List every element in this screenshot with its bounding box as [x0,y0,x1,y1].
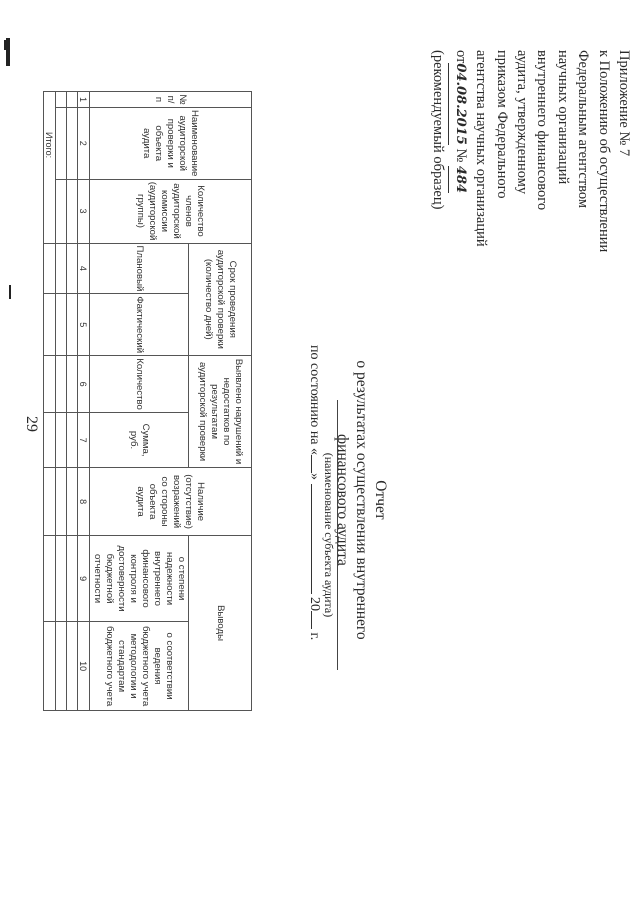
handwritten-date: 04.08.2015 [448,63,469,144]
column-number: 6 [78,356,90,413]
appendix-line: Федеральным агентством [575,50,592,209]
header-num: № п/п [90,92,252,108]
column-number: 3 [78,179,90,243]
column-number: 8 [78,468,90,536]
appendix-line: аудита, утвержденному [513,50,530,195]
appendix-line: агентства научных организаций [473,50,490,247]
as-of-mid: » [307,473,322,481]
appendix-line: внутреннего финансового [534,50,551,211]
day-blank [311,455,312,473]
appendix-note: (рекомендуемый образец) [430,50,447,210]
empty-row [56,92,67,711]
report-title: Отчет [372,480,389,520]
header-term-actual: Фактический [90,294,189,356]
date-prefix: от [452,50,469,64]
empty-row [67,92,78,711]
column-number-row [78,92,90,711]
report-title-block [333,270,390,730]
page-number: 29 [23,416,40,432]
total-row [44,92,56,711]
as-of-year: 20 [307,597,322,612]
header-term-planned: Плановый [90,243,189,294]
header-violations-count: Количество [90,356,189,413]
report-subtitle-line: о результатах осуществления внутреннего [353,360,370,640]
subject-underline [337,400,338,670]
header-row [189,92,252,711]
subject-caption: (наименование субъекта аудита) [322,452,336,618]
as-of-prefix: по состоянию на « [307,345,322,456]
header-objections: Наличие (отсутствие) возражений со стороны объекта аудита [90,468,252,536]
column-number: 9 [78,536,90,622]
year-blank [311,611,312,629]
header-members: Количество членов аудиторской комиссии (аудиторской группы) [90,179,252,243]
header-violations-sum: Сумма, руб. [90,413,189,468]
column-number: 2 [78,108,90,180]
appendix-line: Приложение № 7 [616,50,632,157]
header-concl-compliance: о соответствии ведения бюджетного учета методологии и стандартам бюджетного учета [90,622,189,711]
as-of-line [306,345,322,675]
month-blank [311,484,312,594]
header-term: Срок проведения аудиторской проверки (количество дней) [189,243,252,356]
as-of-suffix: г. [307,632,322,641]
appendix-line: приказом Федерального [493,50,510,199]
number-prefix: № [452,148,469,163]
appendix-date-line [448,50,470,370]
column-number: 4 [78,243,90,294]
header-violations: Выявлено нарушений и недостатков по результатам аудиторской проверки [189,356,252,468]
appendix-line: научных организаций [554,50,571,185]
audit-results-table [43,91,252,711]
handwritten-number: 484 [448,166,469,193]
report-subtitle-line: финансового аудита [334,434,351,566]
header-concl-reliability: о степени надежности внутреннего финансового контроля и достоверности бюджетной отчетности [90,536,189,622]
total-label: Итого: [44,92,56,244]
column-number: 5 [78,294,90,356]
column-number: 10 [78,622,90,711]
header-conclusions: Выводы [189,536,252,711]
appendix-line: к Положению об осуществлении [595,50,612,253]
column-number: 1 [78,92,90,108]
column-number: 7 [78,413,90,468]
header-name: Наименование аудиторской проверки и объекта аудита [90,108,252,180]
appendix-block [428,50,634,370]
